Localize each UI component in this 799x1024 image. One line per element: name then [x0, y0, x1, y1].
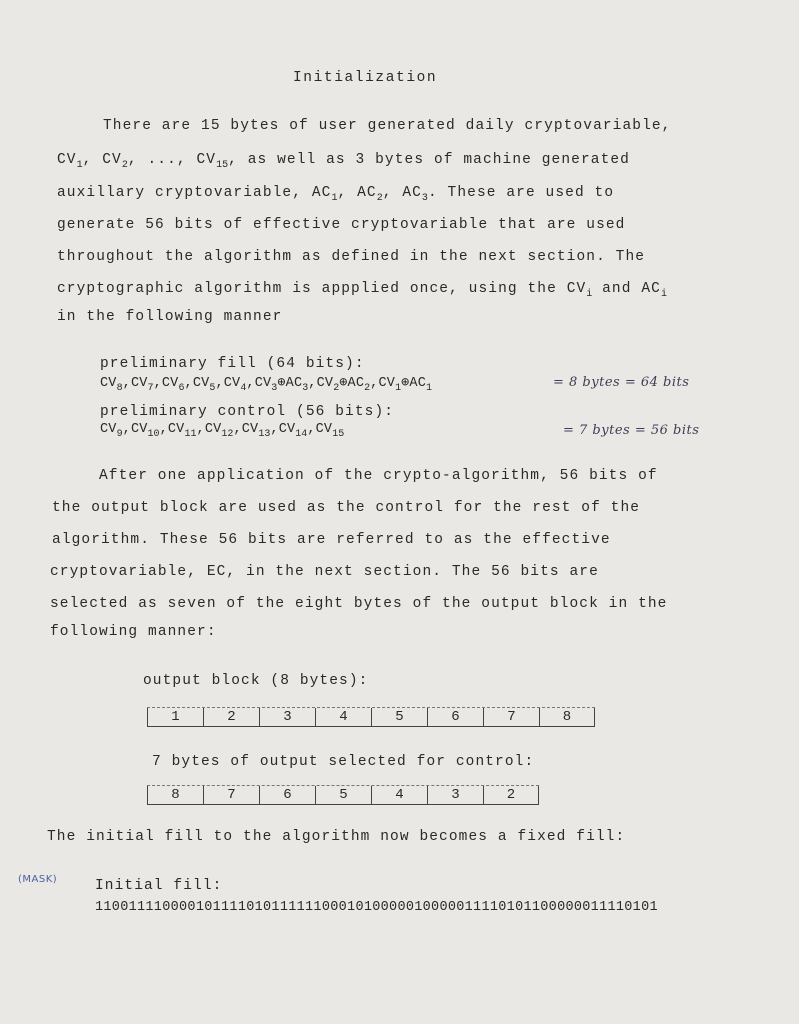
output-byte-cell: 5 — [371, 708, 427, 726]
fixed-fill-sentence: The initial fill to the algorithm now becomes a fixed fill: — [47, 829, 626, 845]
initial-fill-bits: 1100111100001011110101111110001010000010000011110101100000011110101 — [95, 900, 658, 915]
para1-line2: $CV_1$, $CV_2$, ..., $CV_{15}$, as well as 3 bytes of machine generated — [57, 152, 630, 171]
para2-line6: following manner: — [50, 624, 217, 640]
output-block-diagram — [147, 707, 595, 727]
output-byte-cell: 4 — [315, 708, 371, 726]
para1-line4: generate 56 bits of effective cryptovariable that are used — [57, 217, 626, 233]
output-byte-cell: 7 — [483, 708, 539, 726]
para1-line3: auxillary cryptovariable, $AC_1$, $AC_2$, $AC_3$. These are used to — [57, 185, 615, 204]
output-byte-cell: 1 — [147, 708, 203, 726]
selected-byte-cell: 6 — [259, 786, 315, 804]
prelim-fill-formula: $CV_8,CV_7,CV_6,CV_5,CV_4,CV_3\oplus AC_3,CV_2\oplus AC_2,CV_1\oplus AC_1$ — [100, 376, 433, 394]
initial-fill-label: Initial fill: — [95, 878, 223, 894]
para2-line3: algorithm. These 56 bits are referred to as the effective — [52, 532, 611, 548]
prelim-fill-label: preliminary fill (64 bits): — [100, 356, 365, 372]
selected-bytes-diagram — [147, 785, 539, 805]
prelim-control-label: preliminary control (56 bits): — [100, 404, 395, 420]
output-byte-cell: 2 — [203, 708, 259, 726]
selected-byte-cell: 5 — [315, 786, 371, 804]
page-title: Initialization — [293, 70, 438, 86]
para1-line7: in the following manner — [57, 309, 283, 325]
selected-byte-cell: 7 — [203, 786, 259, 804]
prelim-control-formula: $CV_9,CV_{10},CV_{11},CV_{12},CV_{13},CV_{14},CV_{15}$ — [100, 422, 345, 440]
para1-line1: There are 15 bytes of user generated daily cryptovariable, — [103, 118, 672, 134]
prelim-control-handwritten-note: = 7 bytes = 56 bits — [563, 423, 700, 438]
selected-byte-cell: 8 — [147, 786, 203, 804]
para1-line5: throughout the algorithm as defined in the next section. The — [57, 249, 646, 265]
para2-line5: selected as seven of the eight bytes of the output block in the — [50, 596, 668, 612]
output-byte-cell: 8 — [539, 708, 595, 726]
para2-line4: cryptovariable, EC, in the next section. The 56 bits are — [50, 564, 599, 580]
selected-byte-cell: 3 — [427, 786, 483, 804]
selected-byte-cell: 2 — [483, 786, 539, 804]
para1-line6: cryptographic algorithm is appplied once, using the $CV_i$ and $AC_i$ — [57, 281, 667, 300]
output-byte-cell: 6 — [427, 708, 483, 726]
output-byte-cell: 3 — [259, 708, 315, 726]
para2-line2: the output block are used as the control for the rest of the — [52, 500, 641, 516]
output-block-label: output block (8 bytes): — [143, 673, 369, 689]
para2-line1: After one application of the crypto-algorithm, 56 bits of — [99, 468, 658, 484]
selected-byte-cell: 4 — [371, 786, 427, 804]
mask-handwritten-note: (MASK) — [18, 874, 58, 885]
prelim-fill-handwritten-note: = 8 bytes = 64 bits — [553, 375, 690, 390]
selected-bytes-label: 7 bytes of output selected for control: — [152, 754, 535, 770]
